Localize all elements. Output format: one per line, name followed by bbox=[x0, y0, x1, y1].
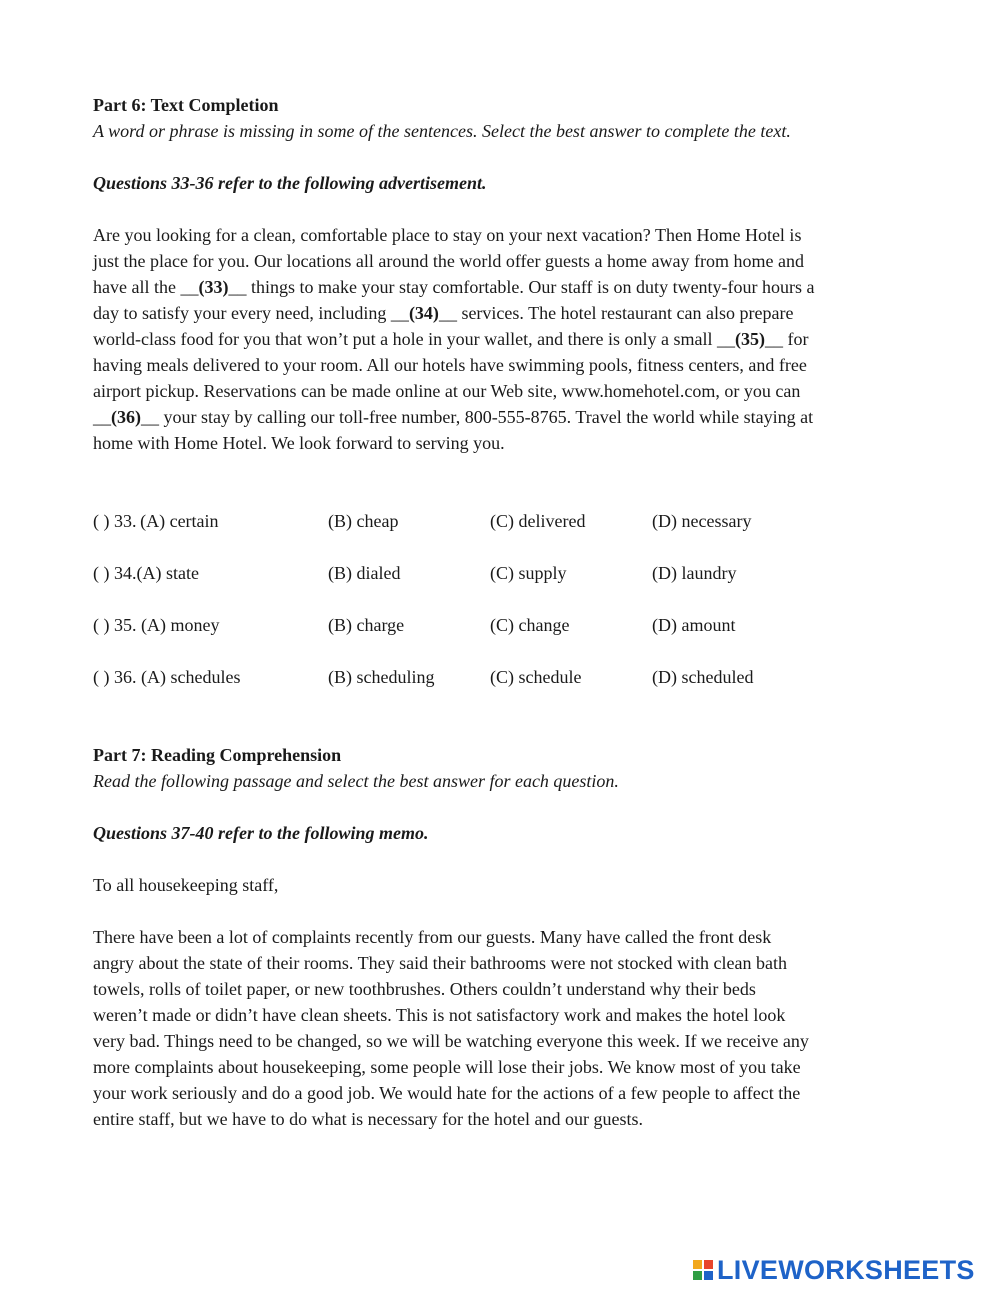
memo-line: very bad. Things need to be changed, so we will be watching everyone this week. If we receive any bbox=[93, 1031, 809, 1051]
passage-line: airport pickup. Reservations can be made online at our Web site, www.homehotel.com, or you can bbox=[93, 381, 801, 401]
question-33-option-d[interactable]: (D) necessary bbox=[652, 511, 752, 531]
question-35-option-a[interactable]: ( ) 35. (A) money bbox=[93, 615, 220, 635]
question-36-option-a[interactable]: ( ) 36. (A) schedules bbox=[93, 667, 241, 687]
passage-line: world-class food for you that won’t put a hole in your wallet, and there is only a small __(35)__ for bbox=[93, 329, 809, 349]
memo-passage bbox=[93, 924, 893, 1132]
memo-greeting: To all housekeeping staff, bbox=[93, 875, 279, 895]
part7-question-header: Questions 37-40 refer to the following memo. bbox=[93, 823, 429, 843]
question-35 bbox=[93, 612, 893, 638]
question-33-option-b[interactable]: (B) cheap bbox=[328, 511, 399, 531]
blank-34: (34) bbox=[408, 303, 439, 323]
advertisement-passage bbox=[93, 222, 893, 456]
question-34-option-a[interactable]: ( ) 34.(A) state bbox=[93, 563, 199, 583]
blank-36: (36) bbox=[111, 407, 141, 427]
question-36-option-b[interactable]: (B) scheduling bbox=[328, 667, 435, 687]
liveworksheets-logo[interactable] bbox=[693, 1254, 975, 1286]
question-36 bbox=[93, 664, 893, 690]
worksheet-page bbox=[93, 92, 893, 1132]
blank-33: (33) bbox=[198, 277, 229, 297]
blank-35: (35) bbox=[735, 329, 766, 349]
memo-line: more complaints about housekeeping, some people will lose their jobs. We know most of you take bbox=[93, 1057, 801, 1077]
question-34-option-b[interactable]: (B) dialed bbox=[328, 563, 401, 583]
passage-line: Are you looking for a clean, comfortable place to stay on your next vacation? Then Home Hotel is bbox=[93, 225, 802, 245]
logo-text: LIVEWORKSHEETS bbox=[717, 1254, 975, 1285]
part6-title: Part 6: Text Completion bbox=[93, 95, 279, 115]
part6-instruction: A word or phrase is missing in some of the sentences. Select the best answer to complete the text. bbox=[93, 121, 791, 141]
memo-line: towels, rolls of toilet paper, or new toothbrushes. Others couldn’t understand why their beds bbox=[93, 979, 756, 999]
question-33-option-a[interactable]: ( ) 33. (A) certain bbox=[93, 511, 219, 531]
liveworksheets-logo-icon bbox=[693, 1260, 713, 1280]
passage-line: have all the __(33)__ things to make your stay comfortable. Our staff is on duty twenty-four hours a bbox=[93, 277, 815, 297]
part6-question-header: Questions 33-36 refer to the following advertisement. bbox=[93, 173, 487, 193]
question-36-option-c[interactable]: (C) schedule bbox=[490, 667, 582, 687]
question-35-option-c[interactable]: (C) change bbox=[490, 615, 570, 635]
passage-line: having meals delivered to your room. All our hotels have swimming pools, fitness centers, and free bbox=[93, 355, 807, 375]
passage-line: home with Home Hotel. We look forward to serving you. bbox=[93, 433, 505, 453]
question-34-option-d[interactable]: (D) laundry bbox=[652, 563, 737, 583]
passage-line: just the place for you. Our locations all around the world offer guests a home away from home and bbox=[93, 251, 804, 271]
part7-title: Part 7: Reading Comprehension bbox=[93, 745, 342, 765]
part7-instruction: Read the following passage and select the best answer for each question. bbox=[93, 771, 619, 791]
memo-line: entire staff, but we have to do what is necessary for the hotel and our guests. bbox=[93, 1109, 644, 1129]
passage-line: day to satisfy your every need, including __(34)__ services. The hotel restaurant can also prepare bbox=[93, 303, 794, 323]
memo-line: There have been a lot of complaints recently from our guests. Many have called the front desk bbox=[93, 927, 772, 947]
question-33 bbox=[93, 508, 893, 534]
memo-line: weren’t made or didn’t have clean sheets. This is not satisfactory work and makes the hotel look bbox=[93, 1005, 786, 1025]
passage-line: __(36)__ your stay by calling our toll-free number, 800-555-8765. Travel the world while staying at bbox=[93, 407, 814, 427]
question-34 bbox=[93, 560, 893, 586]
memo-line: your work seriously and do a good job. We would hate for the actions of a few people to affect the bbox=[93, 1083, 801, 1103]
question-35-option-b[interactable]: (B) charge bbox=[328, 615, 405, 635]
memo-line: angry about the state of their rooms. They said their bathrooms were not stocked with clean bath bbox=[93, 953, 787, 973]
question-36-option-d[interactable]: (D) scheduled bbox=[652, 667, 754, 687]
question-34-option-c[interactable]: (C) supply bbox=[490, 563, 567, 583]
question-35-option-d[interactable]: (D) amount bbox=[652, 615, 736, 635]
question-33-option-c[interactable]: (C) delivered bbox=[490, 511, 586, 531]
